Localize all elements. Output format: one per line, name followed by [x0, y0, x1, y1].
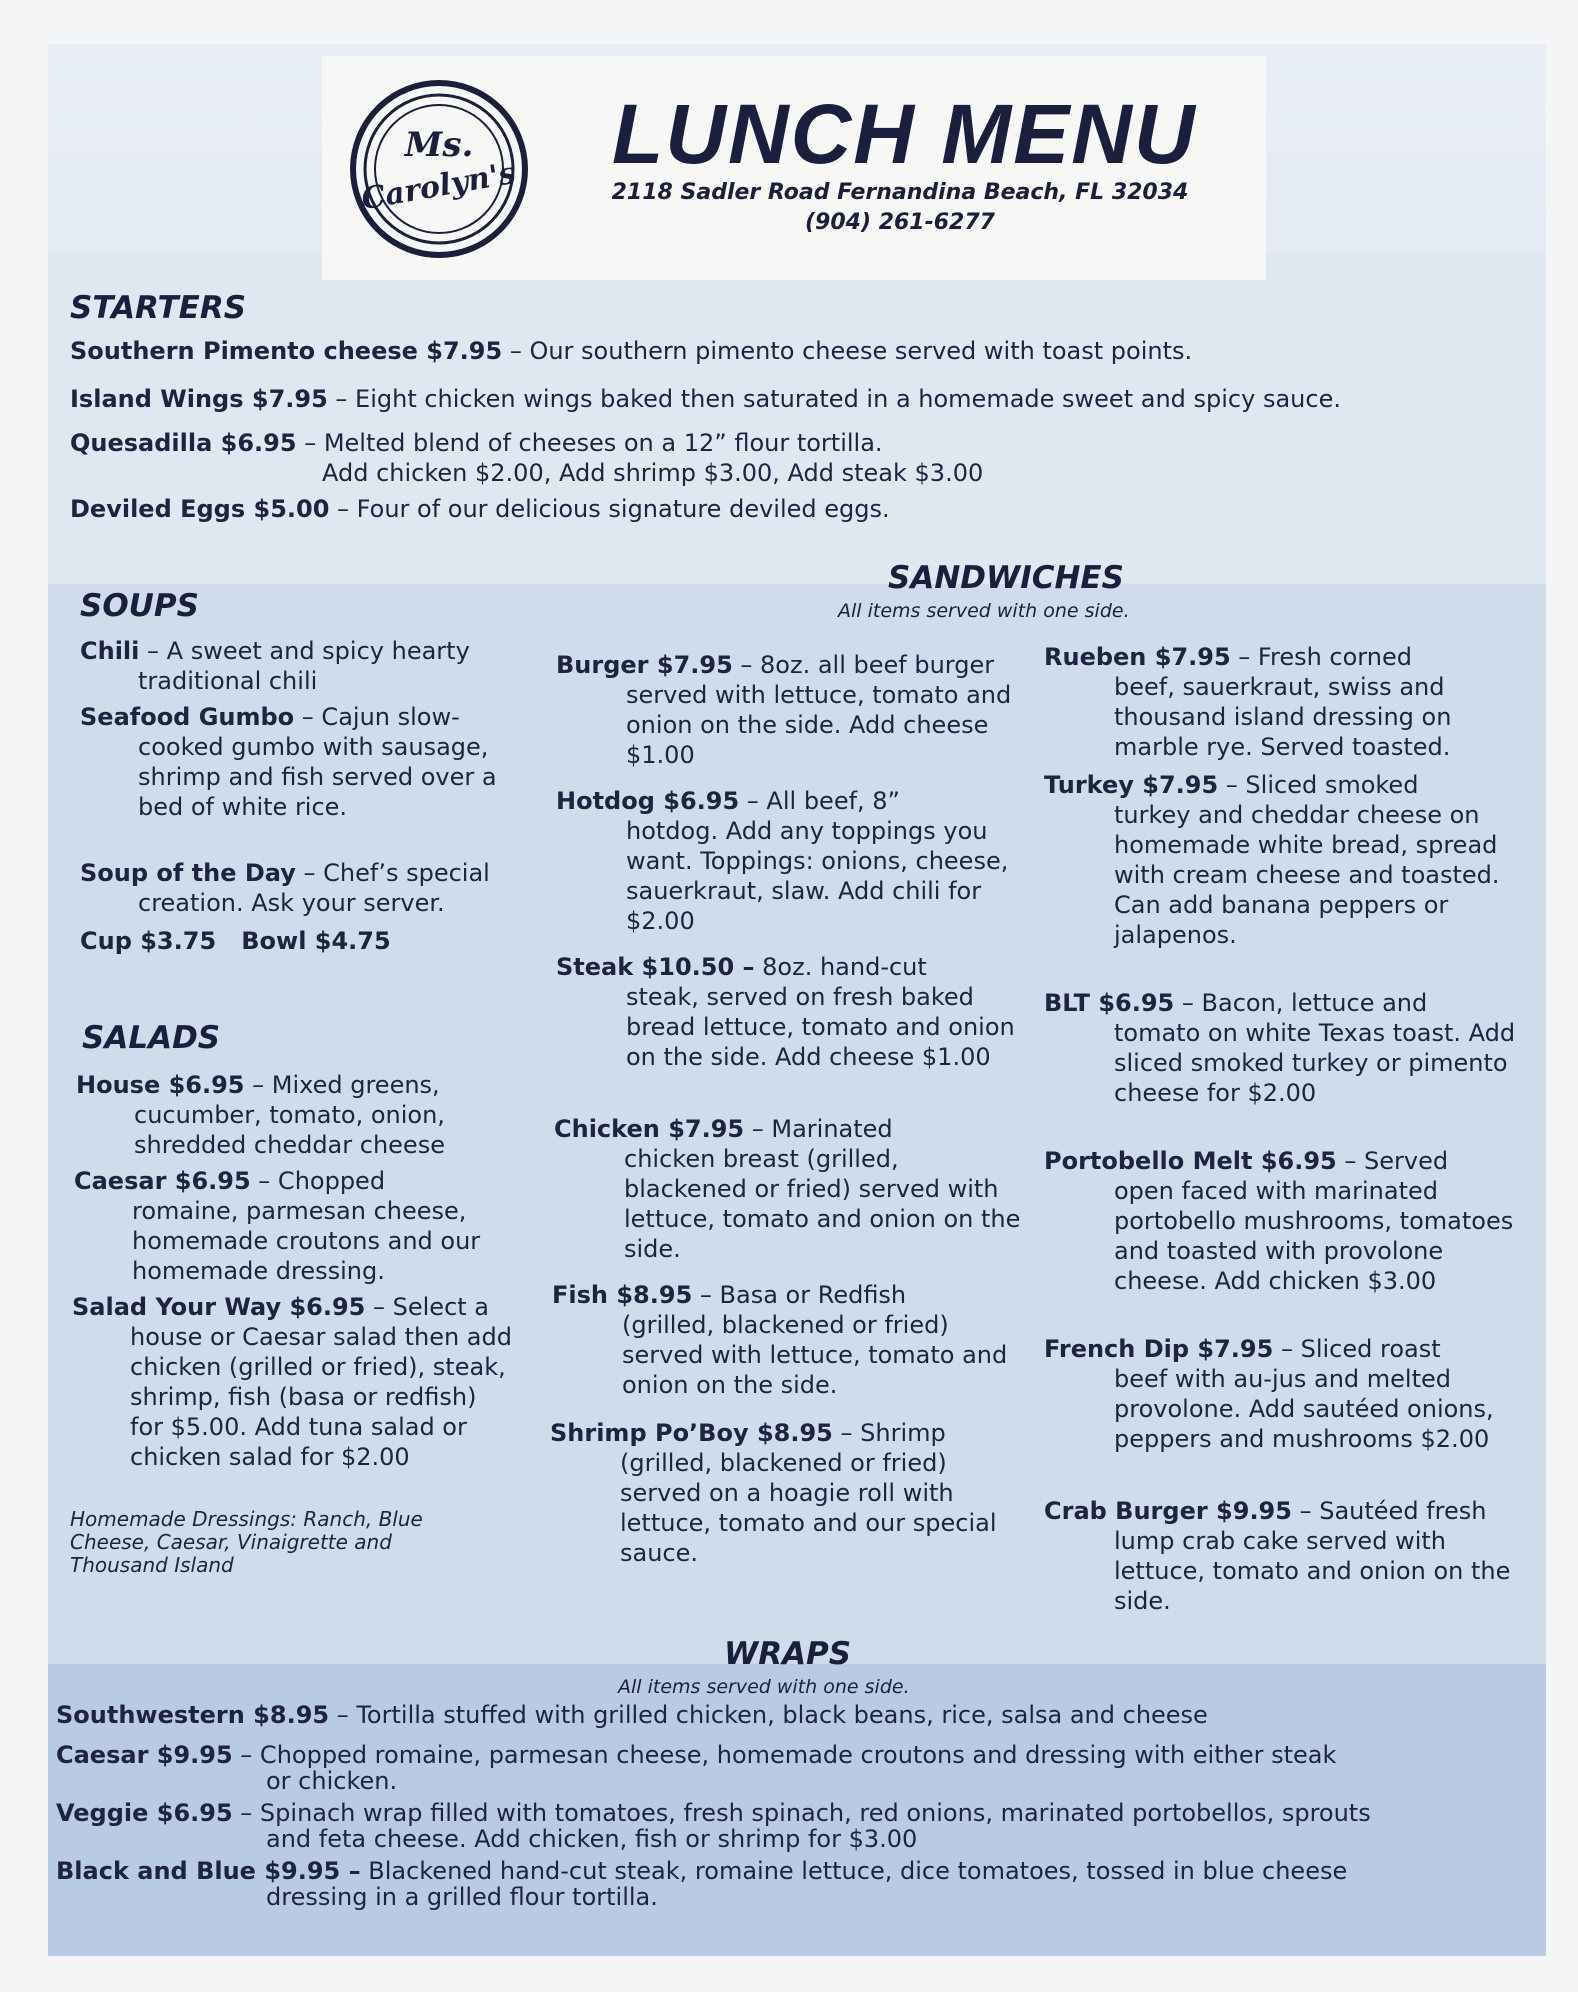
item-desc-cont: turkey and cheddar cheese on homemade white bread, spread with cream cheese and toasted. Can add banana peppers or jalapenos.: [1114, 801, 1500, 949]
item-name: House $6.95: [76, 1071, 245, 1099]
item-desc: – Bacon, lettuce and: [1174, 989, 1428, 1017]
menu-title: LUNCH MENU: [612, 87, 1197, 181]
item-name: Turkey $7.95: [1044, 771, 1219, 799]
starters-heading: STARTERS: [70, 290, 247, 326]
item-desc: – All beef, 8”: [739, 787, 900, 815]
cup-price: Cup $3.75: [80, 927, 217, 955]
salad-item: [72, 1292, 512, 1472]
item-name: Portobello Melt $6.95: [1044, 1147, 1337, 1175]
item-name: Shrimp Po’Boy $8.95: [550, 1419, 833, 1447]
sandwich-item: [1044, 1496, 1524, 1616]
item-name: Salad Your Way $6.95: [72, 1293, 366, 1321]
item-desc: Blackened hand-cut steak, romaine lettuce, dice tomatoes, tossed in blue cheese: [360, 1857, 1348, 1885]
item-desc: – Fresh corned: [1230, 643, 1412, 671]
item-desc: – Spinach wrap filled with tomatoes, fresh spinach, red onions, marinated portobellos, sprouts: [232, 1799, 1371, 1827]
sandwiches-heading: SANDWICHES: [888, 560, 1124, 596]
item-desc-cont: (grilled, blackened or fried) served with lettuce, tomato and onion on the side.: [622, 1311, 1008, 1399]
item-desc-cont: creation. Ask your server.: [138, 889, 445, 917]
item-name: Soup of the Day: [80, 859, 296, 887]
salad-item: [74, 1166, 514, 1286]
item-desc: – Cajun slow-: [294, 703, 460, 731]
sandwich-item: [556, 786, 1026, 936]
item-desc: – Mixed greens,: [244, 1071, 440, 1099]
item-desc: – A sweet and spicy hearty: [139, 637, 470, 665]
item-desc: – Chopped romaine, parmesan cheese, homemade croutons and dressing with either steak: [232, 1741, 1337, 1769]
item-desc: – Sliced smoked: [1218, 771, 1419, 799]
sandwich-item: [550, 1418, 1020, 1568]
item-name: Crab Burger $9.95: [1044, 1497, 1292, 1525]
item-name: Black and Blue $9.95 –: [56, 1857, 361, 1885]
item-name: Fish $8.95: [552, 1281, 693, 1309]
restaurant-logo: [344, 74, 534, 264]
item-desc: – Chopped: [250, 1167, 386, 1195]
menu-header: [322, 56, 1266, 280]
item-desc: – Our southern pimento cheese served with toast points.: [502, 337, 1193, 365]
item-desc-cont: cooked gumbo with sausage, shrimp and fish served over a bed of white rice.: [138, 733, 497, 821]
item-desc: – Marinated: [744, 1115, 893, 1143]
restaurant-address: 2118 Sadler Road Fernandina Beach, FL 32034: [611, 180, 1189, 205]
item-desc: – Shrimp: [832, 1419, 946, 1447]
sandwich-item: [1044, 1334, 1524, 1454]
starters-band: [48, 254, 1546, 584]
item-name: Southwestern $8.95: [56, 1701, 330, 1729]
starter-item: [70, 494, 890, 524]
wrap-item: [56, 1856, 1536, 1912]
salads-heading: SALADS: [82, 1020, 221, 1056]
item-desc-cont: romaine, parmesan cheese, homemade croutons and our homemade dressing.: [132, 1197, 481, 1285]
item-name: Island Wings $7.95: [70, 385, 328, 413]
wrap-item: [56, 1798, 1536, 1854]
item-desc-cont: (grilled, blackened or fried) served on a hoagie roll with lettuce, tomato and our special sauce.: [620, 1449, 997, 1567]
item-desc: – Served: [1336, 1147, 1449, 1175]
item-desc: – 8oz. all beef burger: [732, 651, 995, 679]
item-desc-cont: traditional chili: [138, 667, 318, 695]
item-name: Steak $10.50 –: [556, 953, 755, 981]
restaurant-phone: (904) 261-6277: [805, 210, 995, 235]
sandwich-item: [556, 650, 1026, 770]
item-name: Hotdog $6.95: [556, 787, 740, 815]
item-desc-cont: served with lettuce, tomato and onion on the side. Add cheese $1.00: [626, 681, 1012, 769]
item-desc-cont: open faced with marinated portobello mushrooms, tomatoes and toasted with provolone cheese. Add chicken $3.00: [1114, 1177, 1514, 1295]
soups-heading: SOUPS: [80, 588, 199, 624]
sandwich-item: [554, 1114, 1024, 1264]
item-desc: – Chef’s special: [295, 859, 490, 887]
item-desc: – Basa or Redfish: [692, 1281, 907, 1309]
item-desc: – Sautéed fresh: [1291, 1497, 1487, 1525]
sandwich-item: [1044, 1146, 1524, 1296]
item-name: Southern Pimento cheese $7.95: [70, 337, 503, 365]
item-desc-cont: dressing in a grilled flour tortilla.: [266, 1883, 658, 1911]
item-desc-cont: tomato on white Texas toast. Add sliced smoked turkey or pimento cheese for $2.00: [1114, 1019, 1516, 1107]
item-desc-cont: steak, served on fresh baked bread lettuce, tomato and onion on the side. Add cheese $1.00: [626, 983, 1015, 1071]
item-name: Chili: [80, 637, 140, 665]
sandwich-item: [556, 952, 1026, 1072]
wrap-item: [56, 1700, 1536, 1730]
item-name: BLT $6.95: [1044, 989, 1175, 1017]
sandwich-item: [1044, 770, 1524, 950]
item-desc-cont: and feta cheese. Add chicken, fish or shrimp for $3.00: [266, 1825, 918, 1853]
item-name: Rueben $7.95: [1044, 643, 1231, 671]
item-desc-cont: beef, sauerkraut, swiss and thousand island dressing on marble rye. Served toasted.: [1114, 673, 1452, 761]
svg-text:Ms.: Ms.: [404, 125, 474, 165]
item-name: Deviled Eggs $5.00: [70, 495, 330, 523]
soup-item: [80, 702, 520, 822]
item-name: Burger $7.95: [556, 651, 733, 679]
item-desc: – Melted blend of cheeses on a 12” flour tortilla.: [296, 429, 883, 457]
starter-item: [70, 428, 983, 488]
soup-sizes: [80, 926, 391, 956]
item-desc-cont: chicken breast (grilled, blackened or fried) served with lettuce, tomato and onion on the side.: [624, 1145, 1021, 1263]
item-desc-cont: beef with au-jus and melted provolone. Add sautéed onions, peppers and mushrooms $2.00: [1114, 1365, 1494, 1453]
item-name: Chicken $7.95: [554, 1115, 745, 1143]
item-name: Seafood Gumbo: [80, 703, 295, 731]
bowl-price: Bowl $4.75: [241, 927, 391, 955]
salad-item: [76, 1070, 516, 1160]
svg-text:Carolyn's: Carolyn's: [358, 155, 519, 218]
item-desc: – Eight chicken wings baked then saturated in a homemade sweet and spicy sauce.: [327, 385, 1341, 413]
item-name: Caesar $9.95: [56, 1741, 233, 1769]
item-name: French Dip $7.95: [1044, 1335, 1274, 1363]
item-desc-cont: lump crab cake served with lettuce, tomato and onion on the side.: [1114, 1527, 1511, 1615]
soup-item: [80, 858, 520, 918]
wraps-subtitle: All items served with one side.: [618, 1676, 910, 1698]
item-desc-cont: hotdog. Add any toppings you want. Toppings: onions, cheese, sauerkraut, slaw. Add chili for $2.00: [626, 817, 1009, 935]
item-desc-cont: house or Caesar salad then add chicken (grilled or fried), steak, shrimp, fish (basa or redfish) for $5.00. Add tuna salad or chicken salad for $2.00: [130, 1323, 512, 1471]
sandwich-item: [1044, 642, 1524, 762]
item-desc: – Select a: [365, 1293, 490, 1321]
item-desc: – Tortilla stuffed with grilled chicken, black beans, rice, salsa and cheese: [329, 1701, 1208, 1729]
item-name: Caesar $6.95: [74, 1167, 251, 1195]
soup-item: [80, 636, 520, 696]
item-desc-cont: or chicken.: [266, 1767, 398, 1795]
item-name: Veggie $6.95: [56, 1799, 233, 1827]
wraps-heading: WRAPS: [724, 1636, 852, 1672]
sandwich-item: [552, 1280, 1022, 1400]
wrap-item: [56, 1740, 1536, 1796]
item-desc: 8oz. hand-cut: [754, 953, 927, 981]
sandwiches-subtitle: All items served with one side.: [838, 600, 1130, 622]
starter-item: [70, 384, 1341, 414]
starter-item: [70, 336, 1192, 366]
item-addons: Add chicken $2.00, Add shrimp $3.00, Add steak $3.00: [322, 459, 984, 487]
dressings-note: Homemade Dressings: Ranch, Blue Cheese, Caesar, Vinaigrette and Thousand Island: [70, 1507, 423, 1577]
sandwich-item: [1044, 988, 1524, 1108]
item-desc-cont: cucumber, tomato, onion, shredded cheddar cheese: [134, 1101, 445, 1159]
item-desc: – Four of our delicious signature deviled eggs.: [329, 495, 890, 523]
item-desc: – Sliced roast: [1273, 1335, 1441, 1363]
item-name: Quesadilla $6.95: [70, 429, 297, 457]
